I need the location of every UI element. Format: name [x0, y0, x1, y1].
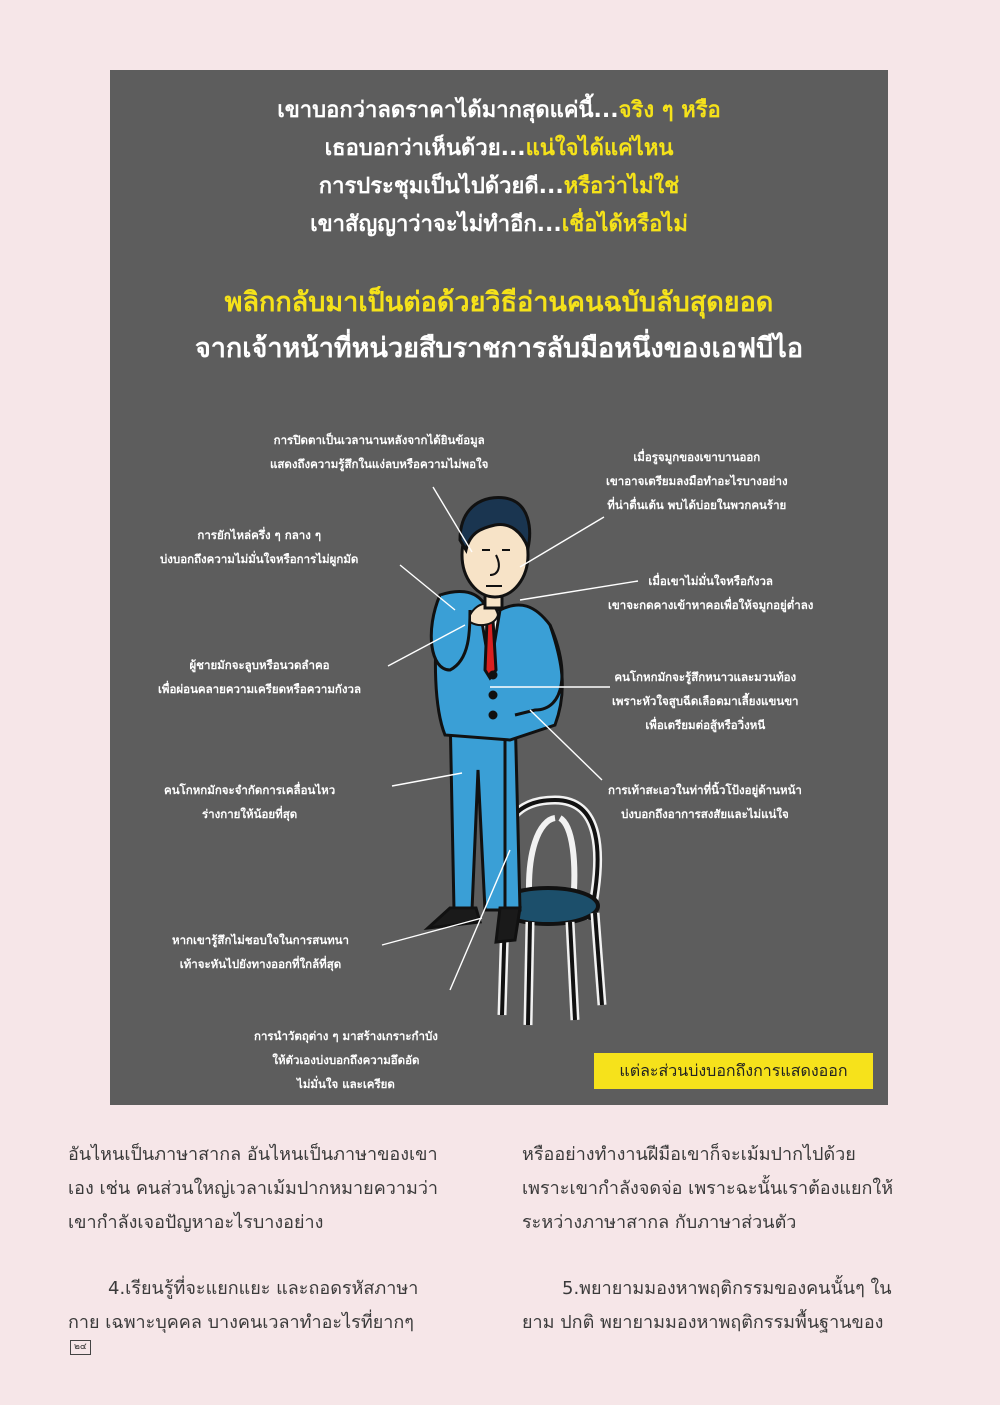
page-number: ๒๔: [70, 1340, 91, 1355]
annotation-neck: ผู้ชายมักจะลูบหรือนวดลำคอ เพื่อผ่อนคลายความเครียดหรือความกังวล: [158, 658, 361, 696]
annotation-hip: การเท้าสะเอวในท่าที่นิ้วโป้งอยู่ด้านหน้า บ่งบอกถึงอาการสงสัยและไม่แน่ใจ: [608, 783, 802, 821]
summary-badge: แต่ละส่วนบ่งบอกถึงการแสดงออก: [594, 1053, 873, 1089]
headline-4: เขาสัญญาว่าจะไม่ทำอีก...เชื่อได้หรือไม่: [310, 212, 688, 237]
poster-title-yellow: พลิกกลับมาเป็นต่อด้วยวิธีอ่านคนฉบับลับสุดยอด: [224, 287, 774, 318]
right-paragraph-2: 5.พยายามมองหาพฤติกรรมของคนนั้นๆ ใน ยาม ปกติ พยายามมองหาพฤติกรรมพื้นฐานของ: [522, 1278, 892, 1333]
headline-1: เขาบอกว่าลดราคาได้มากสุดแค่นี้...จริง ๆ หรือ: [277, 98, 721, 123]
infographic-poster: [110, 70, 888, 1105]
headline-2: เธอบอกว่าเห็นด้วย...แน่ใจได้แค่ไหน: [324, 136, 674, 161]
annotation-shoulders: การยักไหล่ครึ่ง ๆ กลาง ๆ บ่งบอกถึงความไม่มั่นใจหรือการไม่ผูกมัด: [160, 528, 359, 566]
annotation-eyes: การปิดตาเป็นเวลานานหลังจากได้ยินข้อมูล แสดงถึงความรู้สึกในแง่ลบหรือความไม่พอใจ: [270, 433, 489, 471]
annotation-feet: หากเขารู้สึกไม่ชอบใจในการสนทนา เท้าจะหันไปยังทางออกที่ใกล้ที่สุด: [172, 933, 349, 971]
left-paragraph-1: อันไหนเป็นภาษาสากล อันไหนเป็นภาษาของเขา เอง เช่น คนส่วนใหญ่เวลาเม้มปากหมายความว่า เขากำลังเจอปัญหาอะไรบางอย่าง: [68, 1144, 439, 1233]
man-legs: [428, 710, 520, 942]
right-paragraph-1: หรืออย่างทำงานฝีมือเขาก็จะเม้มปากไปด้วย เพราะเขากำลังจดจ่อ เพราะฉะนั้นเราต้องแยกให้ ระหว่างภาษาสากล กับภาษาส่วนตัว: [522, 1144, 894, 1233]
right-column: [522, 1138, 932, 1340]
left-paragraph-2: 4.เรียนรู้ที่จะแยกแยะ และถอดรหัสภาษา กาย เฉพาะบุคคล บางคนเวลาทำอะไรที่ยากๆ: [68, 1278, 419, 1333]
poster-title-white: จากเจ้าหน้าที่หน่วยสืบราชการลับมือหนึ่งของเอฟบีไอ: [194, 333, 804, 364]
left-column: [68, 1138, 478, 1340]
annotation-objects: การนำวัตถุต่าง ๆ มาสร้างเกราะกำบัง ให้ตัวเองบ่งบอกถึงความอึดอัด ไม่มั่นใจ และเครียด: [254, 1029, 438, 1091]
annotation-body-movement: คนโกหกมักจะจำกัดการเคลื่อนไหว ร่างกายให้น้อยที่สุด: [164, 783, 336, 821]
headline-3: การประชุมเป็นไปด้วยดี...หรือว่าไม่ใช่: [318, 174, 680, 199]
annotation-chin: เมื่อเขาไม่มั่นใจหรือกังวล เขาจะกดคางเข้าหาคอเพื่อให้จมูกอยู่ต่ำลง: [608, 574, 814, 612]
annotation-nostrils: เมื่อรูจมูกของเขาบานออก เขาอาจเตรียมลงมือทำอะไรบางอย่าง ที่น่าตื่นเต้น พบได้บ่อยในพวกคนร้าย: [606, 450, 788, 512]
man-head: [460, 497, 530, 608]
annotation-stomach: คนโกหกมักจะรู้สึกหนาวและมวนท้อง เพราะหัวใจสูบฉีดเลือดมาเลี้ยงแขนขา เพื่อเตรียมต่อสู้หรือวิ่งหนี: [612, 670, 799, 732]
